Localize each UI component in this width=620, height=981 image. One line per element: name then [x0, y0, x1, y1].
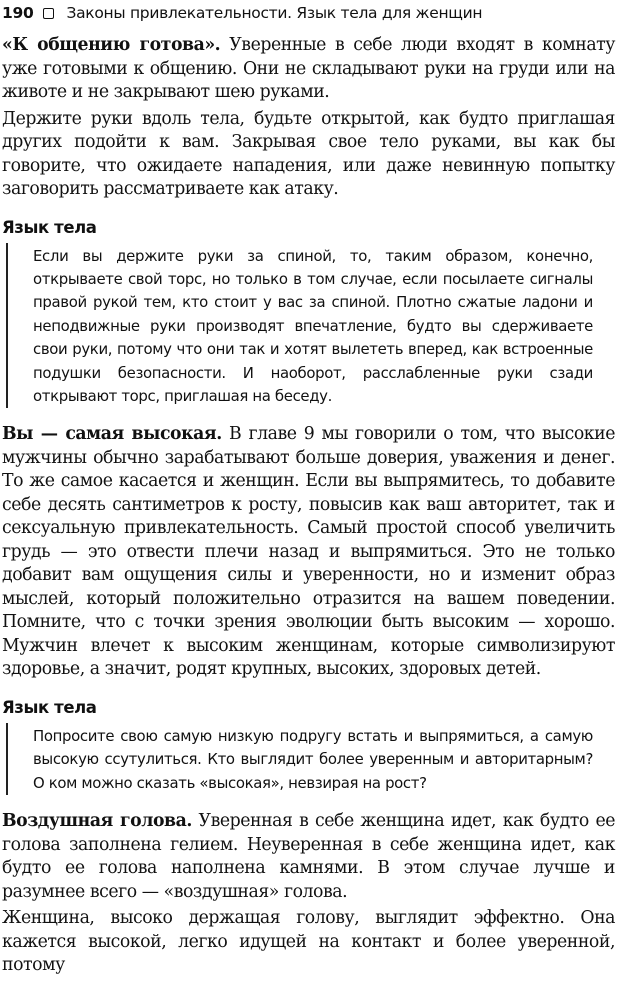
- paragraph-lead: «К общению готова».: [2, 35, 221, 55]
- paragraph-arms: [2, 108, 615, 202]
- paragraph-lead: Воздушная голова.: [2, 811, 192, 832]
- sidebar-text: Попросите свою самую низкую подругу встать и выпрямиться, а самую высокую ссутулиться. Кто выглядит более уверенным и авторитарным? О ком можно сказать «высокая», невзирая на рост?: [33, 726, 593, 792]
- sidebar-box: [6, 243, 615, 409]
- paragraph-lead: Вы — самая высокая.: [2, 424, 222, 445]
- paragraph-airy-head: [2, 810, 615, 904]
- square-bullet-icon: [43, 8, 54, 19]
- paragraph-head-high: [2, 907, 615, 978]
- sidebar-heading: Язык тела: [2, 217, 97, 237]
- paragraph-text: Уверенные в себе люди входят в комнату уже готовыми к общению. Они не складывают руки на груди или на животе и не закрывают шею руками.: [2, 35, 616, 102]
- sidebar-body-language-2: [2, 697, 615, 795]
- sidebar-body-language-1: [2, 217, 615, 409]
- paragraph-text: В главе 9 мы говорили о том, что высокие мужчины обычно зарабатывают больше доверия, уважения и денег. То же самое касается и женщин. Если вы выпрямитесь, то добавите себе десять сантиметров к росту, повысив как ваш авторитет, так и сексуальную привлекательность. Самый простой способ увеличить грудь — это отвести плечи назад и выпрямиться. Это не только добавит вам ощущения силы и уверенности, но и изменит образ мыслей, который положительно отразится на вашем поведении. Помните, что с точки зрения эволюции быть высоким — хорошо. Мужчин влечет к высоким женщинам, которые символизируют здоровье, а значит, родят крупных, высоких, здоровых детей.: [2, 424, 615, 680]
- running-title: Законы привлекательности. Язык тела для женщин: [66, 4, 483, 22]
- sidebar-heading: Язык тела: [2, 697, 97, 717]
- running-header: [2, 0, 615, 28]
- paragraph-tallest: [2, 423, 615, 682]
- sidebar-text: Если вы держите руки за спиной, то, таким образом, конечно, открываете свой торс, но только в том случае, если посылаете сигналы правой рукой тем, кто стоит у вас за спиной. Плотно сжатые ладони и неподвижные руки производят впечатление, будто вы сдерживаете свои руки, потому что они так и хотят вылететь вперед, как встроенные подушки безопасности. И наоборот, расслабленные руки сзади открывают торс, приглашая на беседу.: [33, 246, 593, 405]
- paragraph-ready-to-talk: [2, 34, 615, 105]
- page-number: 190: [2, 4, 34, 22]
- paragraph-text: Держите руки вдоль тела, будьте открытой, как будто приглашая других подойти к вам. Закрывая свое тело руками, вы как бы говорите, что ожидаете нападения, или даже невинную попытку заговорить рассматриваете как атаку.: [2, 108, 615, 199]
- paragraph-text: Женщина, высоко держащая голову, выглядит эффектно. Она кажется высокой, легко идущей на контакт и более уверенной, потому: [2, 908, 615, 976]
- paragraph-text: Уверенная в себе женщина идет, как будто ее голова заполнена гелием. Неуверенная в себе женщина идет, как будто ее голова наполнена камнями. В этом случае лучше и разумнее всего — «воздушная» голова.: [2, 811, 615, 902]
- sidebar-box: [6, 723, 615, 795]
